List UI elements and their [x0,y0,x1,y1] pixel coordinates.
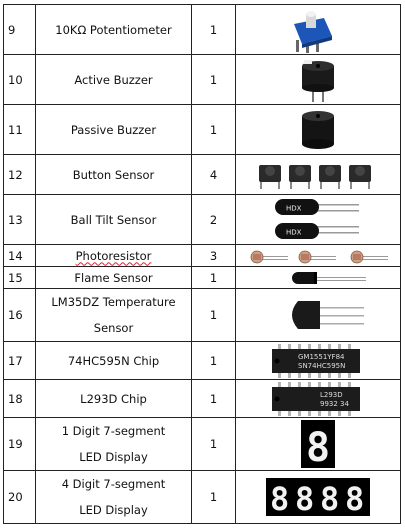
part-name [36,289,192,342]
table-row [4,195,401,245]
part-image-cell [236,418,401,471]
display-digit: 8 [345,480,365,516]
part-name: Flame Sensor [36,267,192,289]
part-image-cell [236,289,401,342]
part-quantity: 1 [192,471,236,524]
part-image-cell [236,5,401,55]
table-row [4,245,401,267]
part-image-cell [236,195,401,245]
ic-chip-icon [268,344,368,378]
row-number: 15 [4,267,36,289]
table-row [4,418,401,471]
part-name [36,471,192,524]
row-number: 17 [4,342,36,380]
part-name: 74HC595N Chip [36,342,192,380]
temperature-sensor-icon [268,293,368,337]
part-quantity: 1 [192,342,236,380]
part-name: Active Buzzer [36,55,192,105]
part-name-line2: LED Display [79,450,148,464]
part-image-cell [236,267,401,289]
part-quantity: 1 [192,55,236,105]
table-row [4,5,401,55]
part-quantity: 3 [192,245,236,267]
row-number: 18 [4,380,36,418]
part-name-line2: LED Display [79,503,148,517]
row-number: 14 [4,245,36,267]
display-digit: 8 [295,480,315,516]
table-row [4,289,401,342]
display-digit: 8 [306,425,331,468]
part-quantity: 1 [192,105,236,155]
part-name-line1: 4 Digit 7-segment [61,477,166,491]
row-number: 19 [4,418,36,471]
part-quantity: 1 [192,418,236,471]
flame-sensor-icon [268,268,368,288]
seven-segment-1-icon [301,420,335,468]
row-number: 9 [4,5,36,55]
parts-table [3,4,401,524]
table-row [4,55,401,105]
potentiometer-icon [288,6,348,54]
table-row [4,342,401,380]
seven-segment-4-icon [266,478,370,516]
active-buzzer-icon [288,56,348,104]
part-image-cell [236,245,401,267]
part-name-line1: 1 Digit 7-segment [61,424,166,438]
part-name [36,418,192,471]
part-image-cell [236,471,401,524]
row-number: 20 [4,471,36,524]
row-number: 10 [4,55,36,105]
photoresistor-icon [248,247,388,265]
part-image-cell [236,105,401,155]
part-name-line2: Sensor [93,321,134,335]
part-image-cell [236,155,401,195]
part-name: Ball Tilt Sensor [36,195,192,245]
tilt-sensor-icon [273,196,363,244]
part-quantity: 4 [192,155,236,195]
tilt-sensor-label: HDX [286,204,302,212]
chip-marking-line1: GM1551YF84 [298,352,345,361]
passive-buzzer-icon [288,106,348,154]
display-digit: 8 [320,480,340,516]
part-name [36,245,192,267]
part-name-text: Photoresistor [75,248,152,263]
table-row [4,471,401,524]
part-quantity: 1 [192,289,236,342]
table-row [4,155,401,195]
chip-marking-line1: L293D [320,390,343,399]
push-button-icon [258,159,378,191]
row-number: 12 [4,155,36,195]
chip-marking-line2: 9932 34 [320,399,349,408]
display-digit: 8 [270,480,290,516]
part-name: L293D Chip [36,380,192,418]
table-row [4,267,401,289]
chip-marking-line2: SN74HC595N [298,361,346,370]
part-image-cell [236,55,401,105]
part-quantity: 1 [192,5,236,55]
part-quantity: 2 [192,195,236,245]
table-row [4,380,401,418]
part-name: 10KΩ Potentiometer [36,5,192,55]
part-quantity: 1 [192,267,236,289]
tilt-sensor-label: HDX [286,228,302,236]
part-name: Passive Buzzer [36,105,192,155]
row-number: 11 [4,105,36,155]
ic-chip-icon [268,382,368,416]
part-image-cell [236,342,401,380]
part-quantity: 1 [192,380,236,418]
row-number: 13 [4,195,36,245]
table-row [4,105,401,155]
row-number: 16 [4,289,36,342]
part-name: Button Sensor [36,155,192,195]
part-image-cell [236,380,401,418]
part-name-line1: LM35DZ Temperature [51,295,176,309]
